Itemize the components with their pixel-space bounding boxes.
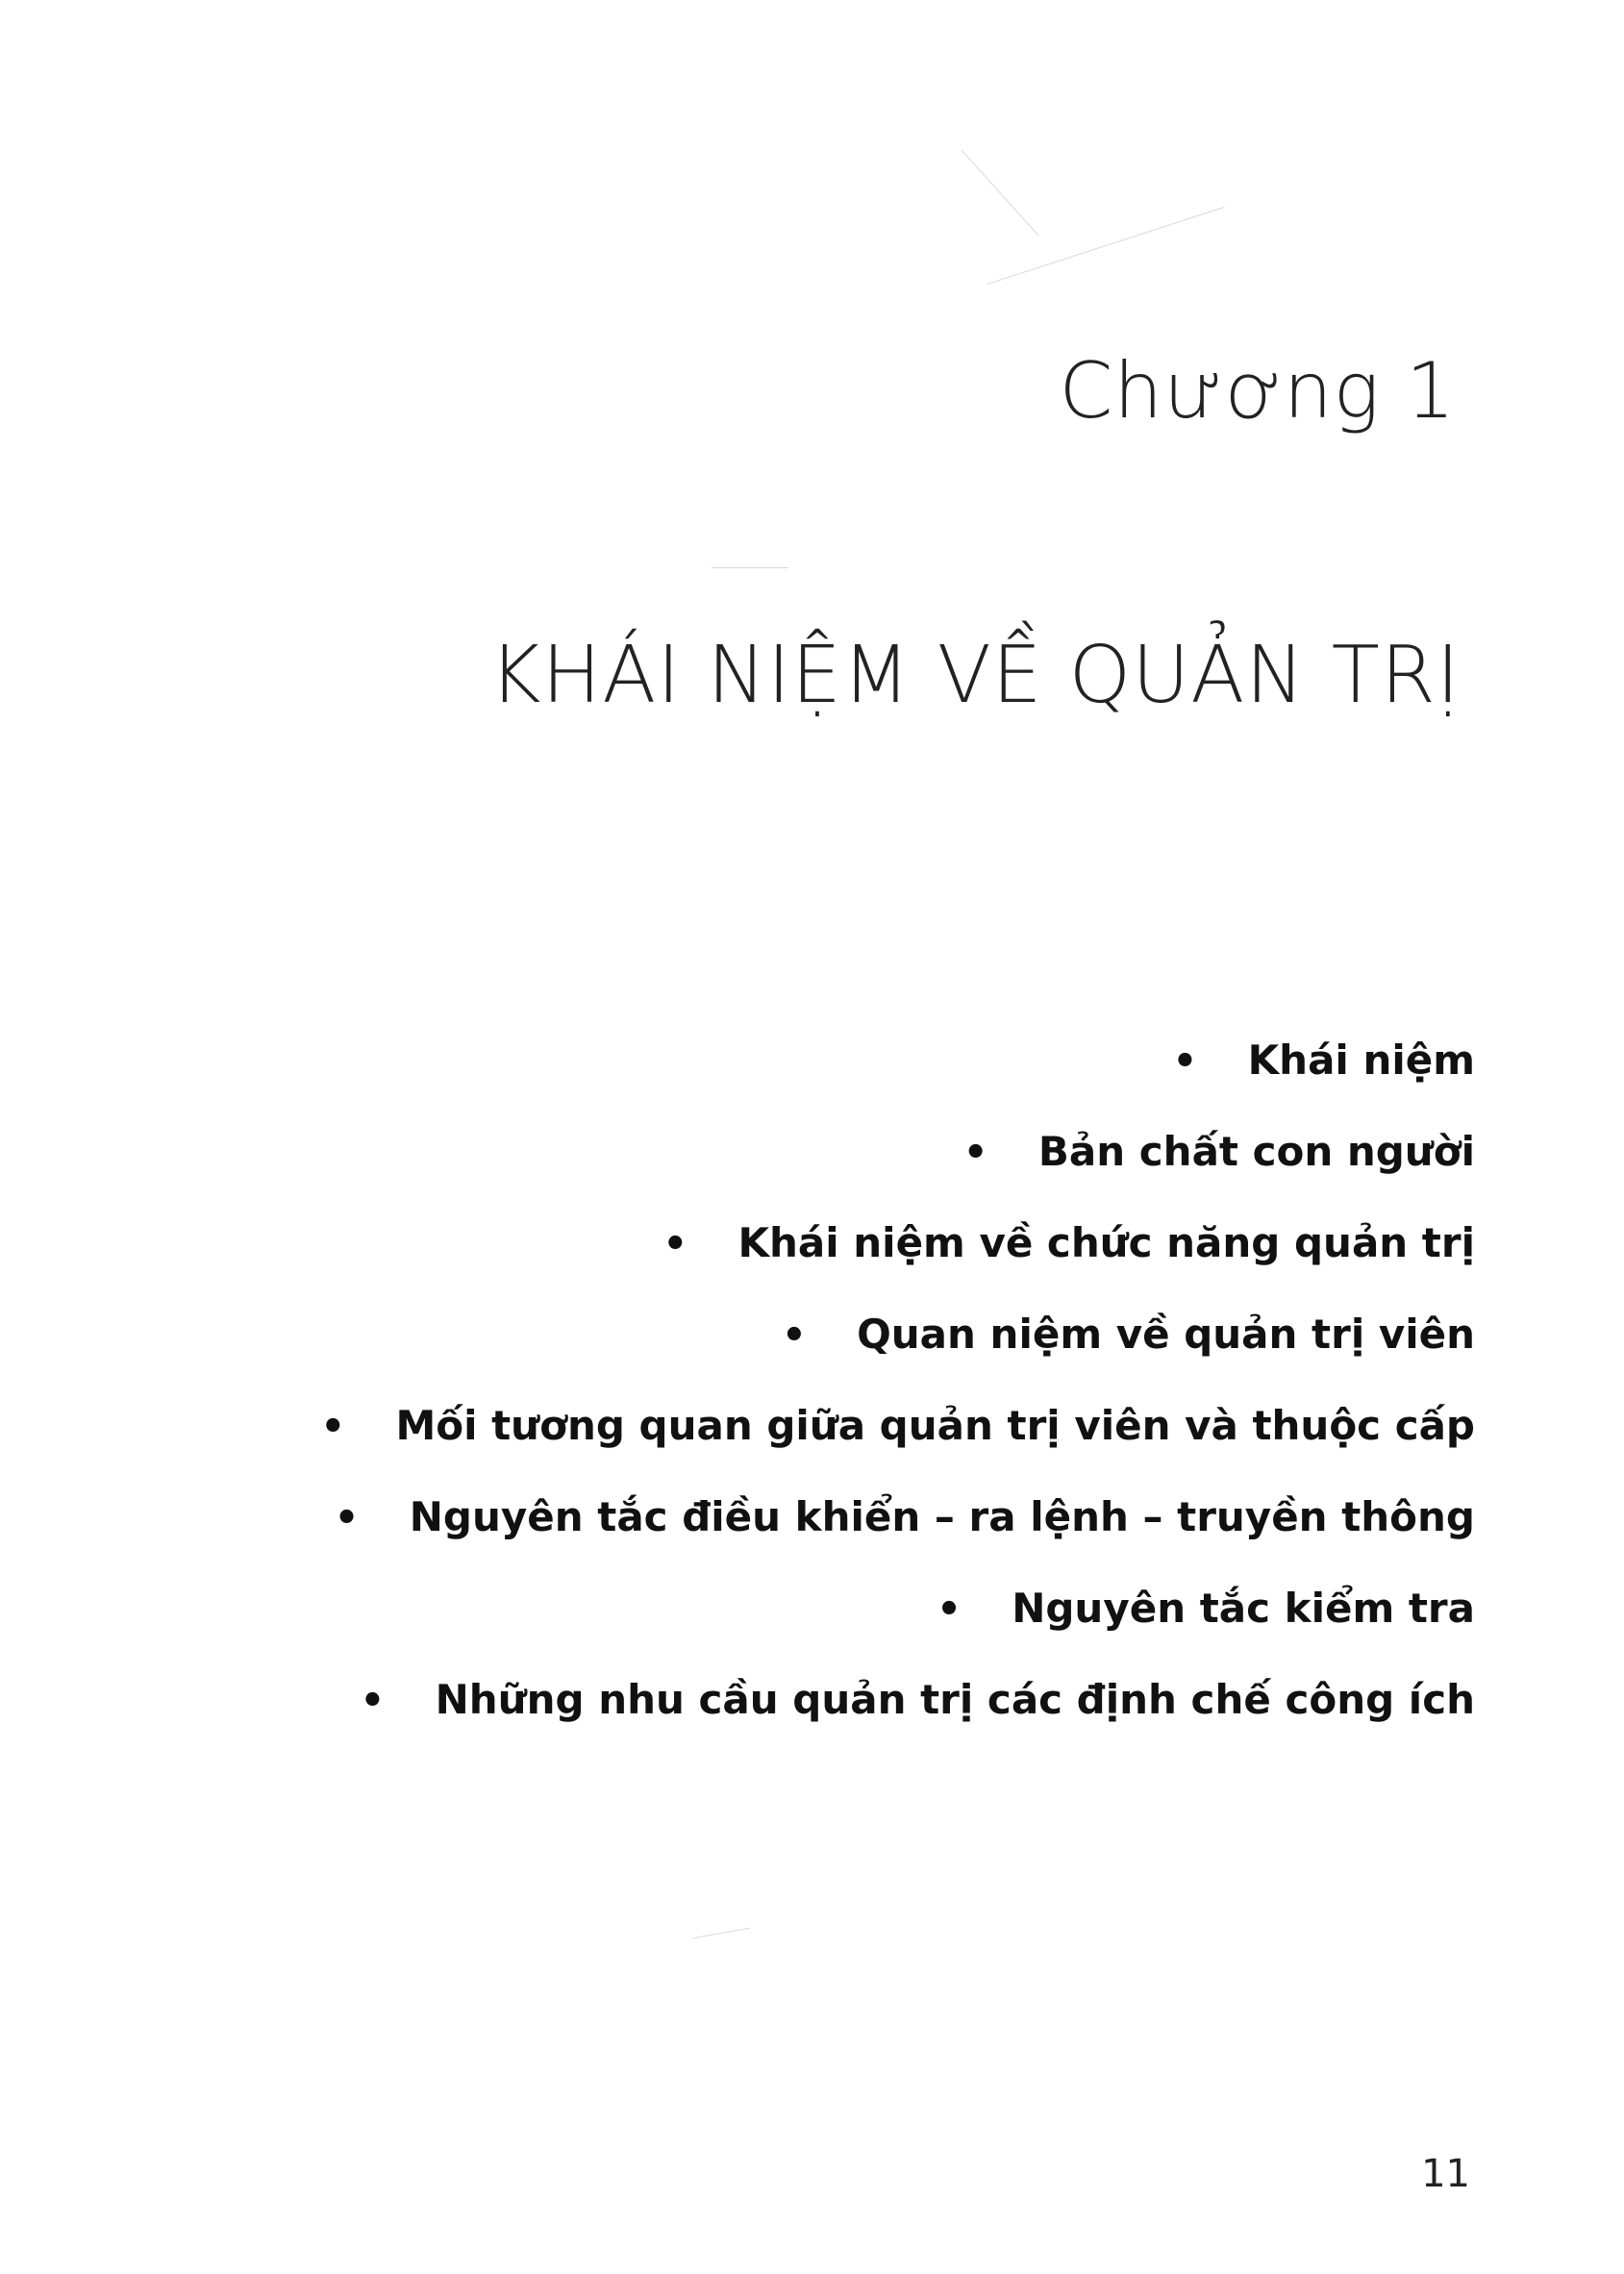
chapter-label: Chương 1 [1059,346,1456,436]
chapter-topic-list [320,1014,1475,1745]
bullet-icon: • [937,1587,962,1632]
topic-text: Quan niệm về quản trị viên [857,1311,1475,1358]
scan-artifact [961,150,1038,237]
topic-text: Khái niệm [1247,1037,1475,1084]
topic-text: Những nhu cầu quản trị các định chế công ích [435,1676,1475,1723]
scan-artifact [692,1928,749,1938]
scan-artifact [712,567,788,568]
list-item [320,1197,1475,1288]
list-item [320,1654,1475,1745]
chapter-title: KHÁI NIỆM VỀ QUẢN TRỊ [488,630,1461,721]
bullet-icon: • [334,1496,360,1540]
list-item [320,1380,1475,1471]
list-item [320,1014,1475,1106]
page-number: 11 [1421,2152,1470,2196]
list-item [320,1288,1475,1380]
list-item [320,1106,1475,1197]
bullet-icon: • [1172,1039,1198,1084]
list-item [320,1471,1475,1562]
bullet-icon: • [962,1131,988,1175]
topic-text: Nguyên tắc điều khiển – ra lệnh – truyền thông [409,1493,1475,1540]
bullet-icon: • [782,1313,807,1358]
topic-text: Mối tương quan giữa quản trị viên và thuộc cấp [395,1402,1475,1449]
topic-text: Nguyên tắc kiểm tra [1012,1585,1475,1632]
bullet-icon: • [360,1679,386,1723]
bullet-icon: • [662,1222,688,1266]
list-item [320,1562,1475,1654]
topic-text: Khái niệm về chức năng quản trị [737,1219,1475,1266]
bullet-icon: • [320,1405,346,1449]
topic-text: Bản chất con người [1037,1128,1475,1175]
